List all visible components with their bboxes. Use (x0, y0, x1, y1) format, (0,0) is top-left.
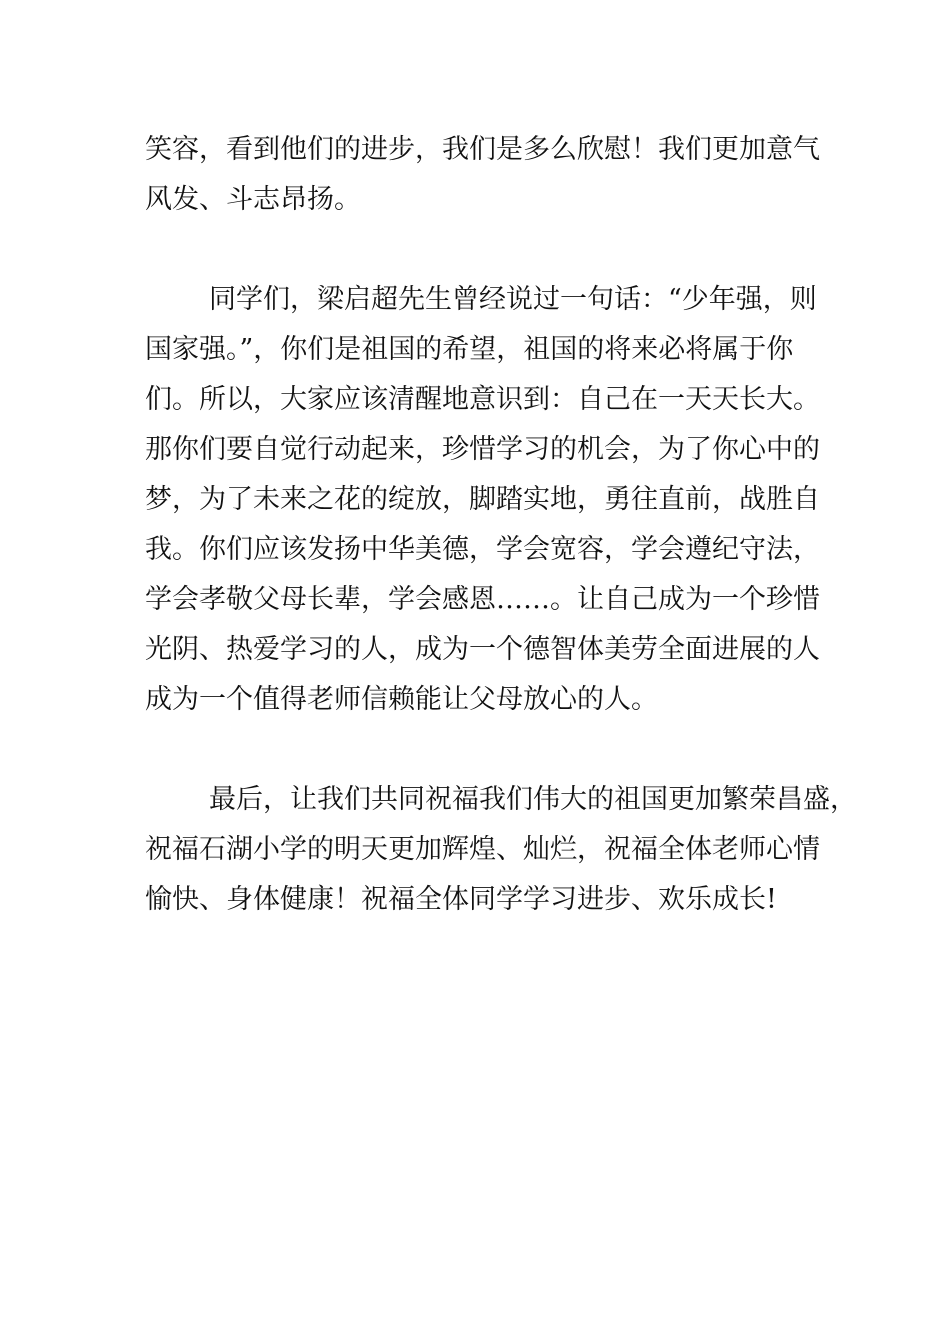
paragraph-2-line-1: 同学们，梁启超先生曾经说过一句话：“少年强，则 (209, 284, 817, 315)
paragraph-2-line-8: 光阴、热爱学习的人，成为一个德智体美劳全面进展的人 (145, 634, 820, 665)
paragraph-2-line-5: 梦，为了未来之花的绽放，脚踏实地，勇往直前，战胜自 (145, 484, 820, 515)
paragraph-1-line-2: 风发、斗志昂扬。 (145, 184, 361, 215)
paragraph-2-line-9: 成为一个值得老师信赖能让父母放心的人。 (145, 684, 658, 715)
paragraph-3-line-2: 祝福石湖小学的明天更加辉煌、灿烂，祝福全体老师心情 (145, 834, 820, 865)
paragraph-2-line-4: 那你们要自觉行动起来，珍惜学习的机会，为了你心中的 (145, 434, 820, 465)
paragraph-2-line-7: 学会孝敬父母长辈，学会感恩……。让自己成为一个珍惜 (145, 584, 820, 615)
paragraph-2-line-2: 国家强。”，你们是祖国的希望，祖国的将来必将属于你 (145, 334, 794, 365)
paragraph-1-line-1: 笑容，看到他们的进步，我们是多么欣慰！我们更加意气 (145, 134, 820, 165)
paragraph-2-line-6: 我。你们应该发扬中华美德，学会宽容，学会遵纪守法， (145, 534, 820, 565)
paragraph-3-line-3: 愉快、身体健康！祝福全体同学学习进步、欢乐成长! (145, 884, 777, 915)
paragraph-2-line-3: 们。所以，大家应该清醒地意识到：自己在一天天长大。 (145, 384, 820, 415)
paragraph-3-line-1: 最后，让我们共同祝福我们伟大的祖国更加繁荣昌盛， (209, 784, 857, 815)
